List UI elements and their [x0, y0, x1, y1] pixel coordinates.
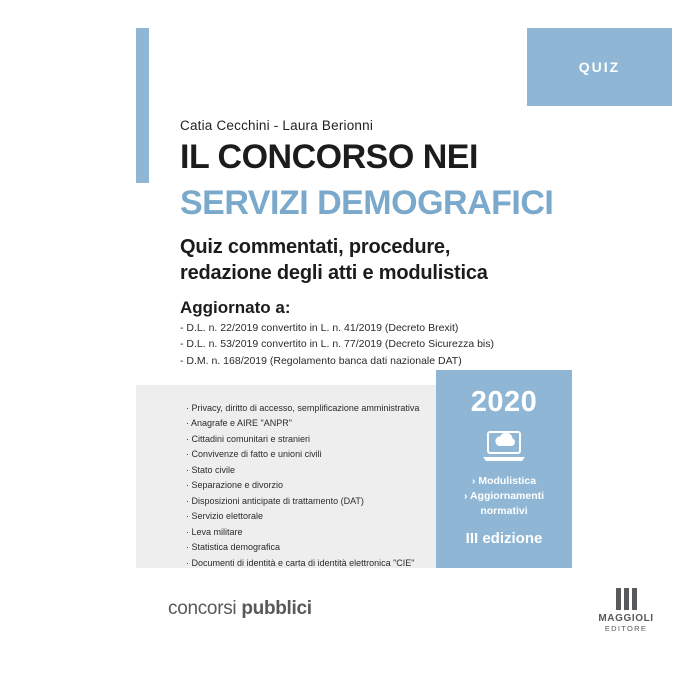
list-item: · Disposizioni anticipate di trattamento (DAT) — [186, 495, 364, 506]
highlight-panel — [436, 370, 572, 568]
list-item: · Statistica demografica — [186, 542, 281, 553]
series-brand-bold: pubblici — [241, 598, 312, 619]
updates-item: - D.L. n. 22/2019 convertito in L. n. 41/2019 (Decreto Brexit) — [180, 322, 459, 334]
updates-item: - D.L. n. 53/2019 convertito in L. n. 77/2019 (Decreto Sicurezza bis) — [180, 338, 495, 351]
list-item: · Convivenze di fatto e unioni civili — [186, 449, 322, 460]
series-brand-light: concorsi — [168, 598, 242, 619]
panel-bullet: › Aggiornamenti — [463, 490, 545, 503]
panel-bullet: normativi — [480, 505, 528, 518]
topics-list — [186, 401, 419, 571]
updates-item: - D.M. n. 168/2019 (Regolamento banca dati nazionale DAT) — [180, 354, 462, 367]
series-brand — [168, 598, 312, 620]
list-item: · Separazione e divorzio — [186, 480, 284, 491]
publisher-name: MAGGIOLI — [598, 613, 654, 624]
publisher-logo — [580, 588, 672, 633]
subtitle-line2: redazione degli atti e modulistica — [180, 262, 488, 284]
laptop-cloud-icon — [436, 430, 572, 462]
list-item: · Leva militare — [186, 526, 243, 537]
subtitle-line1: Quiz commentati, procedure, — [180, 236, 451, 258]
decorative-left-bar — [136, 28, 149, 183]
publisher-sub: EDITORE — [604, 624, 648, 633]
list-item: · Privacy, diritto di accesso, semplificazione amministrativa — [186, 403, 420, 413]
updates-list — [180, 320, 494, 369]
quiz-badge-label: QUIZ — [578, 59, 621, 75]
list-item: · Servizio elettorale — [186, 511, 264, 522]
panel-bullet: › Modulistica — [471, 475, 537, 487]
edition-label: III edizione — [465, 530, 543, 547]
list-item: · Anagrafe e AIRE "ANPR" — [186, 418, 292, 429]
page-title-line2: SERVIZI DEMOGRAFICI — [180, 184, 554, 222]
list-item: · Stato civile — [186, 464, 236, 475]
quiz-badge — [527, 28, 672, 106]
publisher-mark-icon — [580, 588, 672, 610]
subtitle — [180, 234, 488, 286]
authors: Catia Cecchini - Laura Berionni — [180, 118, 374, 133]
list-item: · Documenti di identità e carta di identità elettronica "CIE" — [186, 557, 415, 568]
edition-year: 2020 — [470, 386, 538, 418]
list-item: · Cittadini comunitari e stranieri — [186, 433, 311, 444]
panel-bullets — [436, 474, 572, 520]
page-title-line1: IL CONCORSO NEI — [180, 138, 478, 176]
updates-heading: Aggiornato a: — [180, 298, 291, 317]
